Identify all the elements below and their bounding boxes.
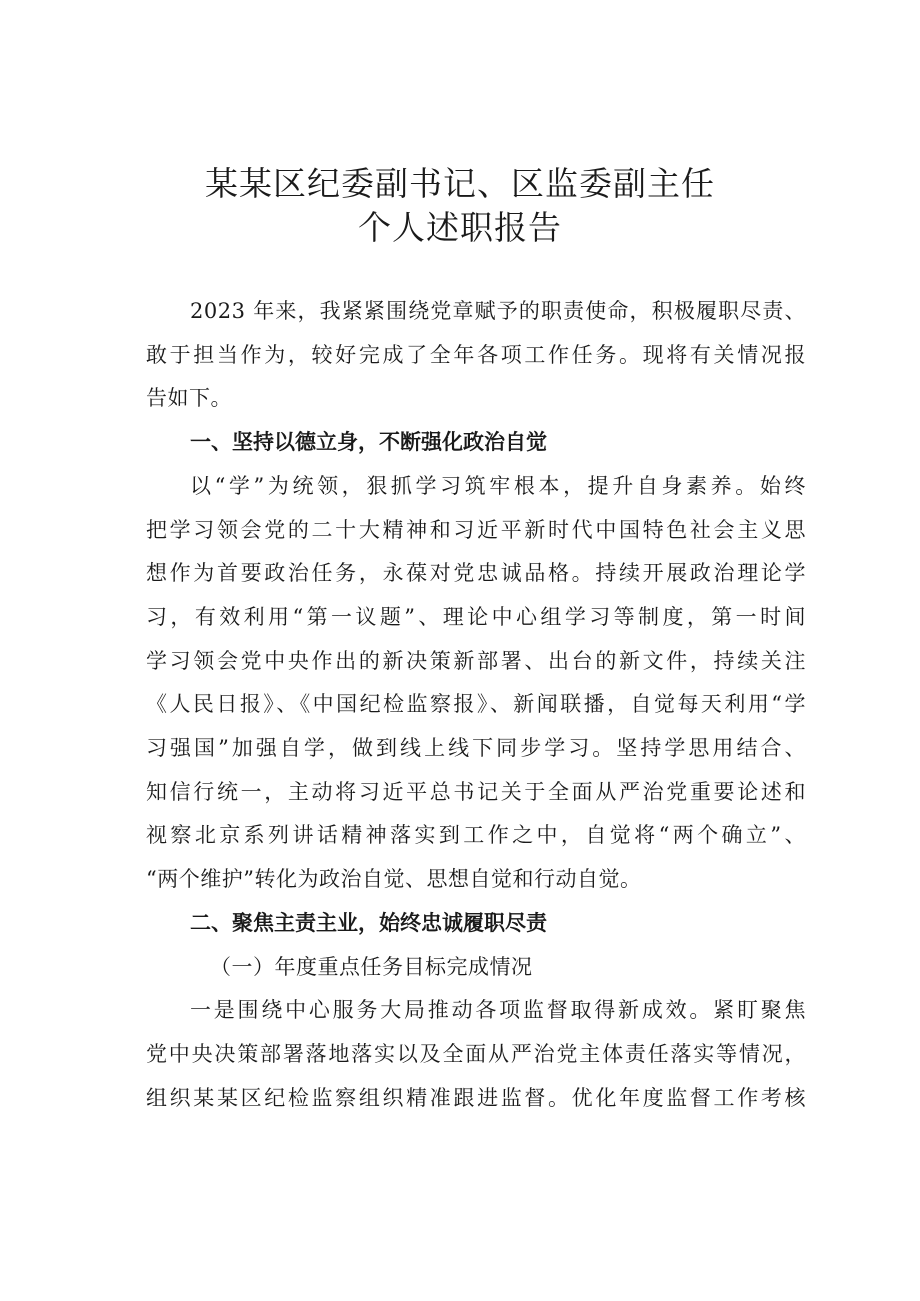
section-1-line-3: 想作为首要政治任务，永葆对党忠诚品格。持续开展政治理论学 bbox=[146, 561, 806, 585]
section-1-line-6: 《人民日报》、《中国纪检监察报》、新闻联播，自觉每天利用“学 bbox=[146, 692, 806, 716]
section-1-line-2: 把学习领会党的二十大精神和习近平新时代中国特色社会主义思 bbox=[146, 518, 806, 542]
section-2-subheading: （一）年度重点任务目标完成情况 bbox=[210, 955, 533, 979]
section-2-line-1: 一是围绕中心服务大局推动各项监督取得新成效。紧盯聚焦 bbox=[190, 998, 806, 1022]
section-1-heading: 一、坚持以德立身，不断强化政治自觉 bbox=[190, 430, 547, 454]
section-1-line-1: 以“学”为统领，狠抓学习筑牢根本，提升自身素养。始终 bbox=[190, 474, 806, 498]
intro-line-3: 告如下。 bbox=[146, 386, 232, 410]
intro-line-2: 敢于担当作为，较好完成了全年各项工作任务。现将有关情况报 bbox=[146, 343, 806, 367]
intro-line-1: 2023 年来，我紧紧围绕党章赋予的职责使命，积极履职尽责、 bbox=[190, 299, 806, 323]
section-2-line-2: 党中央决策部署落地落实以及全面从严治党主体责任落实等情况， bbox=[146, 1042, 806, 1066]
section-1-line-8: 知信行统一，主动将习近平总书记关于全面从严治党重要论述和 bbox=[146, 780, 806, 804]
document-title-line-2: 个人述职报告 bbox=[358, 208, 562, 247]
section-1-line-9: 视察北京系列讲话精神落实到工作之中，自觉将“两个确立”、 bbox=[146, 823, 806, 847]
section-2-line-3: 组织某某区纪检监察组织精准跟进监督。优化年度监督工作考核 bbox=[146, 1086, 806, 1110]
section-1-line-7: 习强国”加强自学，做到线上线下同步学习。坚持学思用结合、 bbox=[146, 736, 806, 760]
document-title-line-1: 某某区纪委副书记、区监委副主任 bbox=[205, 164, 715, 203]
section-1-line-4: 习，有效利用“第一议题”、理论中心组学习等制度，第一时间 bbox=[146, 605, 806, 629]
section-2-heading: 二、聚焦主责主业，始终忠诚履职尽责 bbox=[190, 911, 547, 935]
section-1-line-10: “两个维护”转化为政治自觉、思想自觉和行动自觉。 bbox=[146, 867, 642, 891]
section-1-line-5: 学习领会党中央作出的新决策新部署、出台的新文件，持续关注 bbox=[146, 649, 806, 673]
